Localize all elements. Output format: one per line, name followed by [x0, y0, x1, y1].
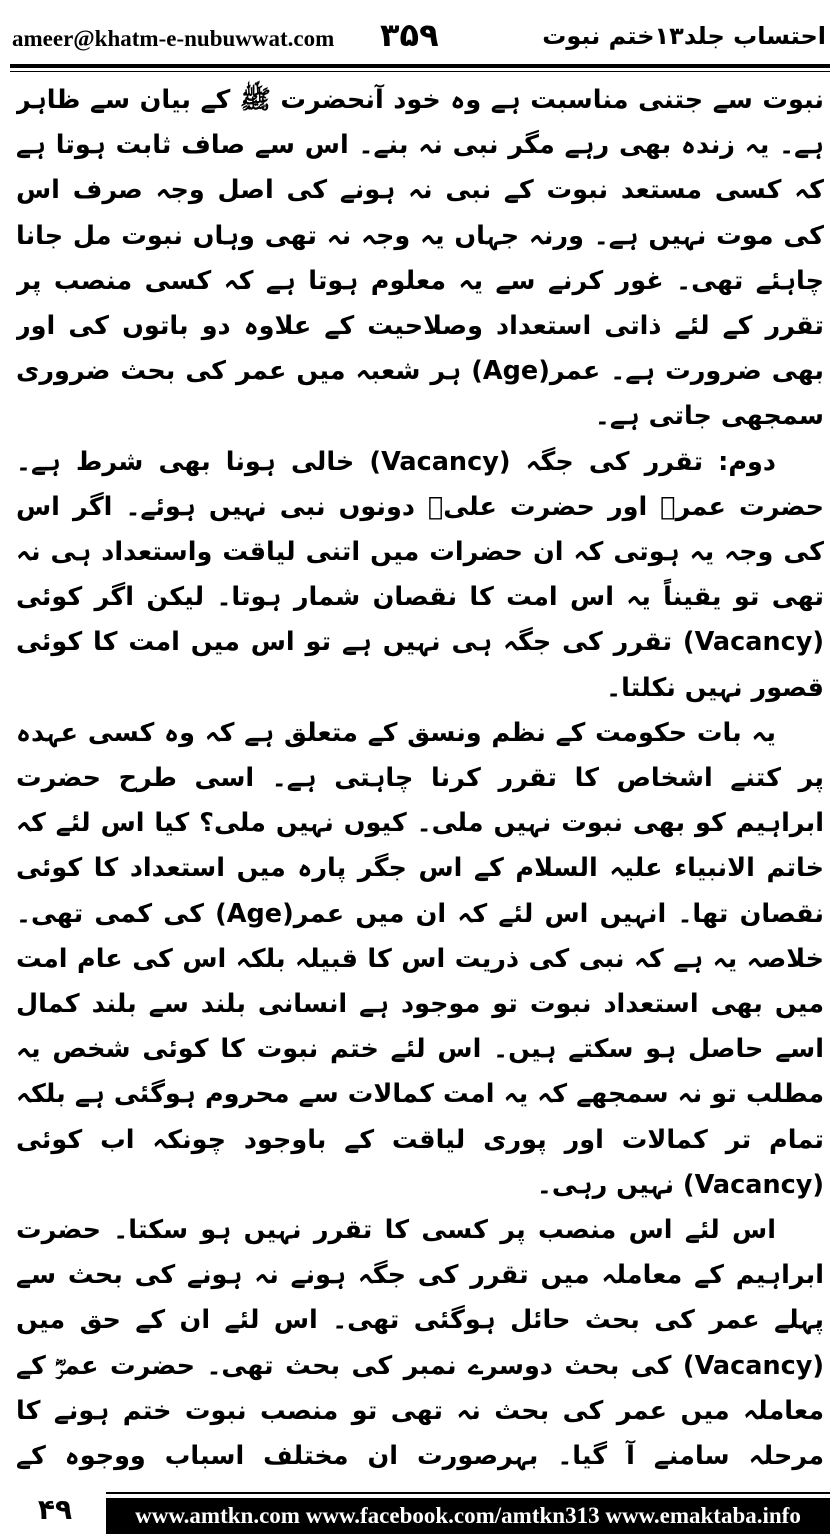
header-rule-thick [10, 64, 830, 68]
header-page-number: ۳۵۹ [380, 16, 439, 54]
page-header [10, 16, 830, 60]
footer-rule [106, 1492, 830, 1494]
paragraph-4: اس لئے اس منصب پر کسی کا تقرر نہیں ہو سکتا۔ حضرت ابراہیم کے معاملہ میں تقرر کی جگہ ہونے نہ ہونے کی بحث سے پہلے عمر کی بحث حائل ہوگئی تھی۔ اس لئے ان کے حق میں (Vacancy) کی بحث دوسرے نمبر کی بحث تھی۔ حضرت عمرؓ کے معاملہ میں عمر کی بحث نہ تھی تو منصب نبوت ختم ہونے کا مرحلہ سامنے آ گیا۔ بہرصورت ان مختلف اسباب ووجوہ کے [16, 1215, 824, 1472]
footer-page-number: ۴۹ [37, 1493, 73, 1526]
header-rule-thin [10, 71, 830, 72]
paragraph-1: نبوت سے جتنی مناسبت ہے وہ خود آنحضرت ﷺ کے بیان سے ظاہر ہے۔ یہ زندہ بھی رہے مگر نبی نہ بنے۔ اس سے صاف ثابت ہوتا ہے کہ کسی مستعد نبوت کے نبی نہ ہونے کی اصل وجہ صرف اس کی موت نہیں ہے۔ ورنہ جہاں یہ وجہ نہ تھی وہاں نبوت مل جانا چاہئے تھی۔ غور کرنے سے یہ معلوم ہوتا ہے کہ کسی منصب پر تقرر کے لئے ذاتی استعداد وصلاحیت کے علاوہ دو باتوں کی اور بھی ضرورت ہے۔ عمر(Age) ہر شعبہ میں عمر کی بحث ضروری سمجھی جاتی ہے۔ [16, 85, 824, 432]
header-running-title: احتساب جلد۱۳ختم نبوت [542, 22, 826, 50]
page-footer [10, 1492, 830, 1534]
footer-links[interactable]: www.amtkn.com www.facebook.com/amtkn313 www.emaktaba.info [106, 1498, 830, 1534]
header-email: ameer@khatm-e-nubuwwat.com [12, 26, 335, 51]
paragraph-3: یہ بات حکومت کے نظم ونسق کے متعلق ہے کہ وہ کسی عہدہ پر کتنے اشخاص کا تقرر کرنا چاہتی ہے۔ اسی طرح حضرت ابراہیم کو بھی نبوت نہیں ملی۔ کیوں نہیں ملی؟ کیا اس لئے کہ خاتم الانبیاء علیہ السلام کے اس جگر پارہ میں استعداد کا کوئی نقصان تھا۔ انہیں اس لئے کہ ان میں عمر(Age) کی کمی تھی۔ خلاصہ یہ ہے کہ نبی کی ذریت اس کا قبیلہ بلکہ اس کی عام امت میں بھی استعداد نبوت تو موجود ہے انسانی بلند سے بلند کمال اسے حاصل ہو سکتے ہیں۔ اس لئے ختم نبوت کا کوئی شخص یہ مطلب تو نہ سمجھے کہ یہ امت کمالات سے محروم ہوگئی ہے بلکہ تمام تر کمالات اور پوری لیاقت کے باوجود چونکہ اب کوئی (Vacancy) نہیں رہی۔ [16, 717, 824, 1200]
paragraph-2: دوم: تقرر کی جگہ (Vacancy) خالی ہونا بھی شرط ہے۔ حضرت عمرؓ اور حضرت علیؓ دونوں نبی نہیں ہوئے۔ اگر اس کی وجہ یہ ہوتی کہ ان حضرات میں اتنی لیاقت واستعداد ہی نہ تھی تو یقیناً یہ اس امت کا نقصان شمار ہوتا۔ لیکن اگر کوئی (Vacancy) تقرر کی جگہ ہی نہیں ہے تو اس میں امت کا کوئی قصور نہیں نکلتا۔ [16, 446, 824, 703]
body-text [16, 78, 824, 1478]
